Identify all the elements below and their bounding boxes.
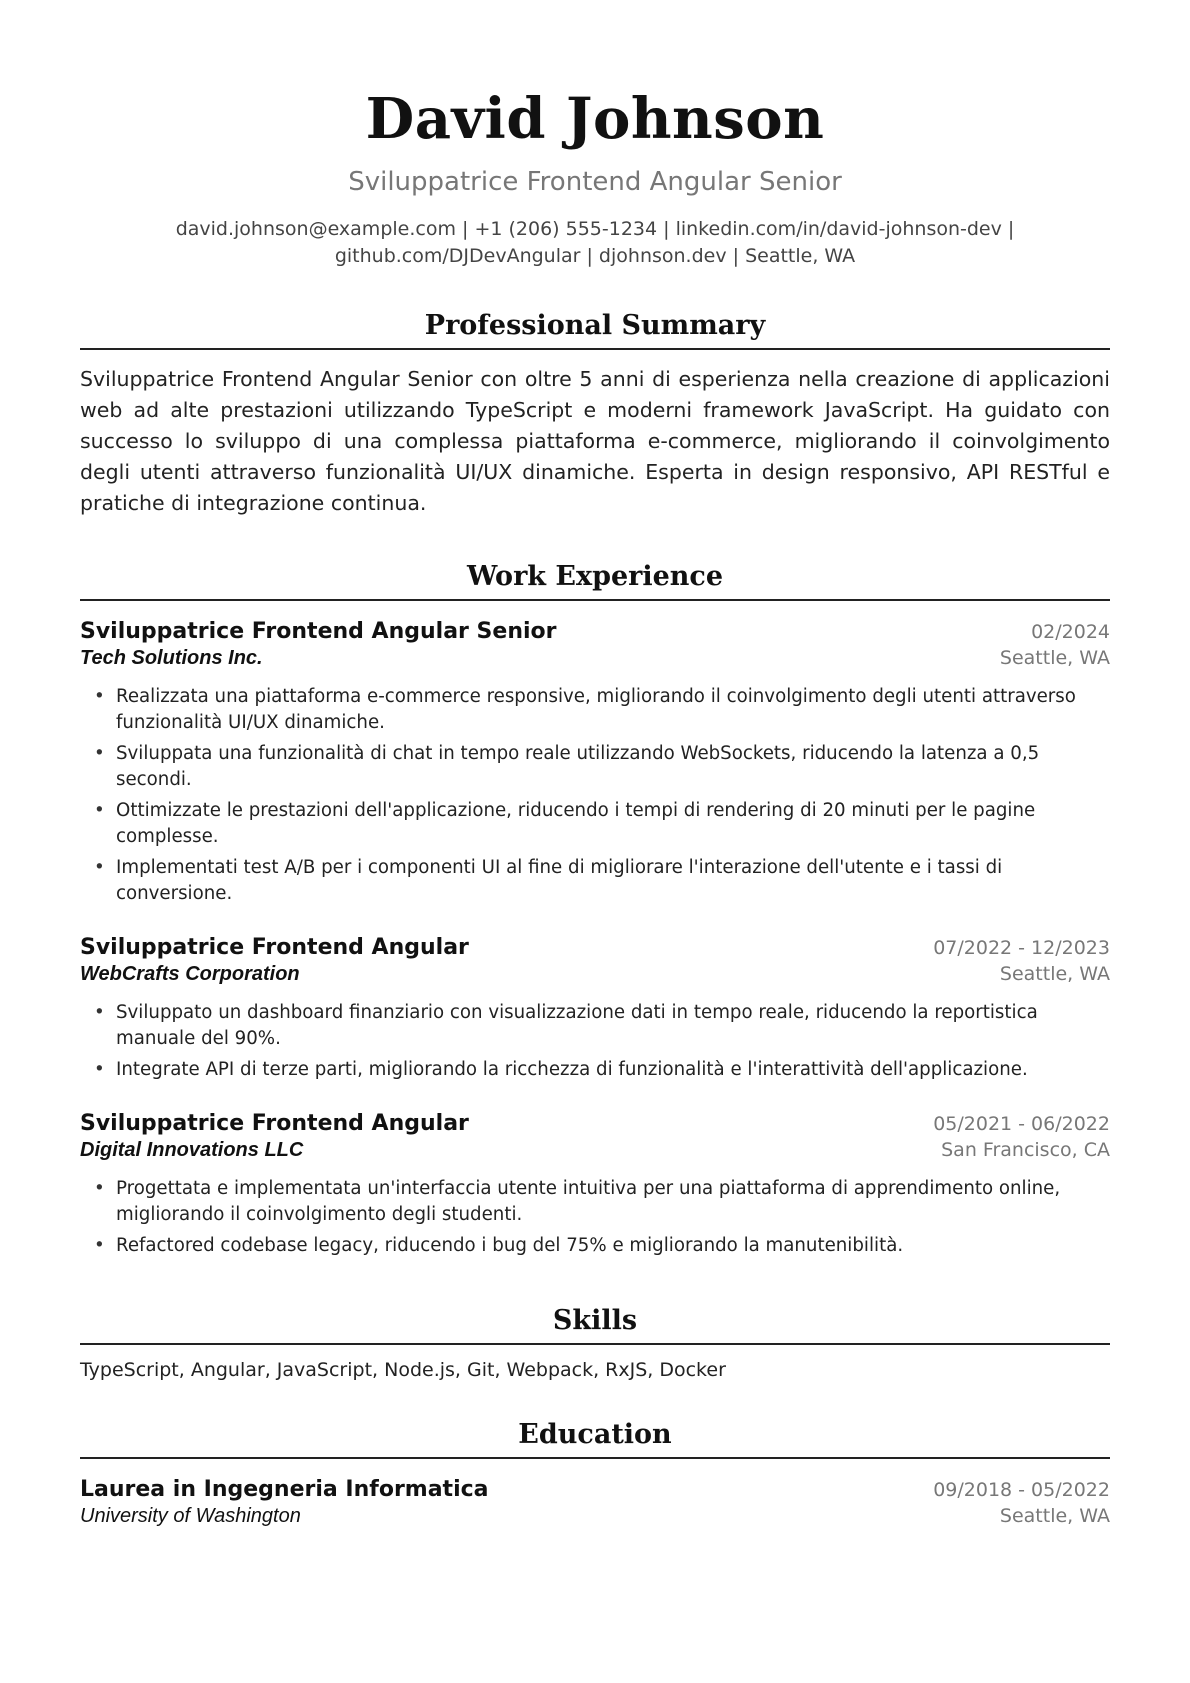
skills-list: TypeScript, Angular, JavaScript, Node.js, Git, Webpack, RxJS, Docker [80,1359,726,1381]
job-date: 02/2024 [1031,621,1110,643]
education-section [80,1417,1110,1528]
job-bullet: • Integrate API di terze parti, migliorando la ricchezza di funzionalità e l'interattività dell'applicazione. [116,1057,1110,1083]
job-title: Sviluppatrice Frontend Angular Senior [80,619,557,644]
job-entry [80,619,1110,907]
experience-heading: Work Experience [80,559,1110,601]
summary-text: Sviluppatrice Frontend Angular Senior con oltre 5 anni di esperienza nella creazione di applicazioni web ad alte prestazioni utilizzando TypeScript e moderni framework JavaScript. Ha guidato con successo lo sviluppo di una complessa piattaforma e-commerce, migliorando il coinvolgimento degli utenti attraverso funzionalità UI/UX dinamiche. Esperta in design responsivo, API RESTful e pratiche di integrazione continua. [80,367,1110,515]
job-bullet: • Sviluppata una funzionalità di chat in tempo reale utilizzando WebSockets, riducendo la latenza a 0,5 secondi. [116,741,1110,793]
contact-line-1: david.johnson@example.com | +1 (206) 555-1234 | linkedin.com/in/david-johnson-dev | [175,218,1015,240]
contact-line-2: github.com/DJDevAngular | djohnson.dev | Seattle, WA [334,245,856,267]
job-bullet: • Refactored codebase legacy, riducendo i bug del 75% e migliorando la manutenibilità. [116,1233,1110,1259]
job-bullets [80,1000,1110,1083]
job-bullets [80,1176,1110,1259]
job-company: Tech Solutions Inc. [80,647,263,669]
summary-heading: Professional Summary [80,308,1110,350]
job-date: 05/2021 - 06/2022 [933,1113,1110,1135]
education-date: 09/2018 - 05/2022 [933,1479,1110,1501]
education-heading: Education [80,1417,1110,1459]
job-bullet: • Ottimizzate le prestazioni dell'applicazione, riducendo i tempi di rendering di 20 minuti per le pagine complesse. [116,798,1110,850]
school-location: Seattle, WA [999,1505,1110,1527]
job-entry [80,935,1110,1083]
job-entry [80,1111,1110,1259]
job-company: Digital Innovations LLC [80,1139,304,1161]
job-bullet: • Implementati test A/B per i componenti UI al fine di migliorare l'interazione dell'utente e i tassi di conversione. [116,855,1110,907]
candidate-name: David Johnson [365,86,825,152]
job-location: San Francisco, CA [941,1139,1110,1161]
job-bullet: • Progettata e implementata un'interfaccia utente intuitiva per una piattaforma di apprendimento online, migliorando il coinvolgimento degli studenti. [116,1176,1110,1228]
job-title: Sviluppatrice Frontend Angular [80,1111,469,1136]
job-bullet: • Sviluppato un dashboard finanziario con visualizzazione dati in tempo reale, riducendo la reportistica manuale del 90%. [116,1000,1110,1052]
job-company: WebCrafts Corporation [80,963,300,985]
education-entry [80,1477,1110,1528]
contact-info [80,216,1110,270]
candidate-title: Sviluppatrice Frontend Angular Senior [348,167,842,197]
school-name: University of Washington [80,1505,301,1527]
job-date: 07/2022 - 12/2023 [933,937,1110,959]
skills-section [80,1303,1110,1381]
job-title: Sviluppatrice Frontend Angular [80,935,469,960]
summary-section [80,308,1110,519]
job-location: Seattle, WA [999,963,1110,985]
job-location: Seattle, WA [999,647,1110,669]
experience-section [80,559,1110,1259]
degree-title: Laurea in Ingegneria Informatica [80,1477,489,1502]
job-bullets [80,684,1110,907]
skills-heading: Skills [80,1303,1110,1345]
job-bullet: • Realizzata una piattaforma e-commerce responsive, migliorando il coinvolgimento degli utenti attraverso funzionalità UI/UX dinamiche. [116,684,1110,736]
